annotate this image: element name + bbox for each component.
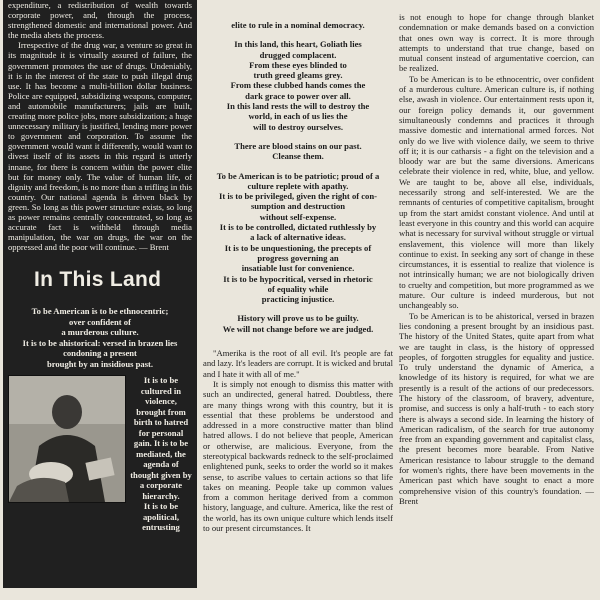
poem-line: condoning a present bbox=[63, 348, 137, 359]
left-column bbox=[3, 0, 197, 588]
poem-line: dark grace to power over all. bbox=[245, 90, 351, 101]
poem-line: It is to be controlled, dictated ruthlessly by bbox=[219, 222, 377, 233]
poem-line: From these clubbed hands comes the bbox=[230, 80, 366, 91]
poem-line: over confident of bbox=[69, 316, 131, 327]
paragraph: To be American is to be ethnocentric, over confident of a murderous culture. American culture is, if nothing else, awash in violence. Our entertainment rests upon it, our foreign policy demands it, our government simultaneously condemns and practices it through massive domestic and international armed forces. Not only do we live with violence daily, we seem to thrive off it; it is our catharsis - a fight on the television and a bloody war are but the same diversions. Americans celebrate their violence in red, white, blue, and yellow. We are taught to be, above all else, individuals, necessarily strong and self-interested. We are the remnants of centuries of competitive capitalism, brought up from the start amidst constant violence. And until at least everyone in this country and this world can acquire what is necessary for survival without struggle or virtual enslavement, this violence will more than likely continue to exist. In seeking any sort of change in these circumstances, it is essential to realize that violence is not intrinsically human; we are not biologically driven to cruelty and competition, but more programmed as we mature. Our culture is indeed murderous, but not unchangeably so. bbox=[399, 73, 594, 311]
poem-line: To be American is to be patriotic; proud of a bbox=[216, 170, 380, 181]
photo-caption bbox=[130, 375, 192, 533]
poem-line: drugged complacent. bbox=[259, 49, 337, 60]
poem-line: a lack of alternative ideas. bbox=[250, 232, 346, 243]
poem-line: thought given by bbox=[130, 469, 192, 480]
poem-line: practicing injustice. bbox=[261, 294, 335, 305]
poem-line: In this land rests the will to destroy the bbox=[226, 101, 370, 112]
poem-line: birth to hatred bbox=[133, 417, 189, 428]
photo-row bbox=[8, 375, 192, 533]
paragraph: is not enough to hope for change through blanket condemnation or make demands based on a conviction that ones own way is correct. It is more through attempts to understand that true change, based on mutual consent instead of argumentative coercion, can be realized. bbox=[399, 12, 594, 74]
photo bbox=[8, 375, 126, 503]
poem-line: a murderous culture. bbox=[61, 327, 139, 338]
right-column bbox=[399, 12, 594, 506]
poem-line: brought by an insidious past. bbox=[46, 358, 154, 369]
poem-line: It is to be bbox=[143, 501, 179, 512]
poem-line: It is to be hypocritical, versed in rhetoric bbox=[223, 273, 373, 284]
paragraph: Irrespective of the drug war, a venture so great in its magnitude it is virtually assured of failure, the government promotes the use of drugs. Undeniably, it is in the interest of the state to push illegal drug use. It has become a multi-billion dollar business. Police are equipped, subsidizing weapons, computer, and automobile manufacturers; jails are built, creating more police jobs, more subsidization; a huge unnecessary military is justified, lending more power to government and corporation. To assume the government would want it differently, would want to divest itself of its assets in this regard is utterly innane, for there is concern within the power elite but for money only. The value of human life, of dignity and freedom, is no more than a trifling in this country. Our national agenda is driven black by green. So long as this power structure exists, so long as power remains centrally concentrated, so long as accurate fact is withheld through media manipulation, the war on drugs, the war on the oppressed and the poor will continue. — Brent bbox=[8, 40, 192, 253]
poem-line: world, in each of us lies the bbox=[248, 111, 348, 122]
poem-line: It is to be bbox=[143, 375, 179, 386]
poem-line: brought from bbox=[136, 406, 186, 417]
poem-line: hierarchy. bbox=[142, 490, 180, 501]
poem-line: sumption and destruction bbox=[250, 201, 346, 212]
left-column-text bbox=[8, 0, 192, 252]
paragraph: It is simply not enough to dismiss this matter with such an undirected, general hatred. Doubtless, there are many things wrong with this country, but it is essential that these problems be understood and addressed in a more constructive matter than blind hatred allows. I do not believe that people, American or otherwise, are malicious. Everyone, from the stereotypical backwards redneck to the self-proclaimed enlightened punk, seeks to order the world so it makes sense, to ascribe values to certain actions so that life takes on meaning. People take up common values from a common heritage derived from a common history, language, and culture. America, like the rest of the world, has its own unique culture which lends itself to our present circumstances. It bbox=[203, 378, 393, 534]
poem-line: It is to be privileged, given the right of con- bbox=[218, 191, 377, 202]
poem-line: It is to be unquestioning, the precepts of bbox=[224, 242, 372, 253]
middle-prose bbox=[203, 348, 393, 533]
poem-line: apolitical, bbox=[142, 511, 180, 522]
section-title: In This Land bbox=[34, 268, 162, 292]
poem-line: truth greed gleams grey. bbox=[253, 70, 343, 81]
poem-line: for personal bbox=[138, 427, 184, 438]
paragraph: expenditure, a redistribution of wealth towards corporate power, and, through the process, strengthened domestic and international power. And the media abets the process. bbox=[8, 0, 192, 41]
poem-line: will to destroy ourselves. bbox=[252, 121, 344, 132]
poem-line: cultured in bbox=[140, 385, 182, 396]
paragraph: To be American is to be ahistorical, versed in brazen lies condoning a present brought by an insidious past. The history of the United States, quite apart from what we are taught in class, is the history of oppressed peoples, of forgotten struggles for equality and justice. To truly understand the dynamic of America, a knowledge of its history is required, for what we are presently is a result of the actions of our predecessors. The history of the classroom, of bravery, adventure, promise, and success is only a half-truth - to each story there is always a second side. In learning the history of American radicalism, of the search for true autonomy free from an expanding government and capitalist class, the present becomes more bearable. From Native American resistance to labour struggle to the demand for women's rights, there have been movements in the American past which have sought to enact a more comprehensive vision of this country's foundation. — Brent bbox=[399, 310, 594, 506]
poem-line: We will not change before we are judged. bbox=[222, 323, 374, 334]
poem bbox=[203, 20, 393, 334]
poem-line: entrusting bbox=[142, 522, 180, 533]
poem-line: It is to be ahistorical: versed in brazen lies bbox=[22, 337, 178, 348]
paragraph: "Amerika is the root of all evil. It's people are fat and lazy. It's leaders are corrupt. It is wicked and brutal and I hate it with all of me." bbox=[203, 348, 393, 379]
poem-line: Cleanse them. bbox=[272, 151, 324, 162]
poem-line: without self-expense. bbox=[259, 211, 337, 222]
poem-line: a corporate bbox=[139, 480, 183, 491]
photo-illustration bbox=[9, 376, 125, 502]
poem-line: elite to rule in a nominal democracy. bbox=[231, 20, 365, 30]
poem-intro bbox=[8, 306, 192, 369]
poem-line: gain. It is to be bbox=[133, 438, 189, 449]
poem-line: insatiable lust for convenience. bbox=[241, 263, 355, 274]
poem-line: progress governing an bbox=[257, 252, 339, 263]
poem-line: From these eyes blinded to bbox=[249, 59, 347, 70]
poem-line: of equality while bbox=[267, 283, 329, 294]
poem-line: History will prove us to be guilty. bbox=[237, 313, 359, 324]
middle-column bbox=[203, 20, 393, 533]
poem-line: In this land, this heart, Goliath lies bbox=[234, 39, 362, 50]
poem-line: There are blood stains on our past. bbox=[234, 140, 362, 151]
poem-line: culture replete with apathy. bbox=[247, 180, 349, 191]
poem-line: agenda of bbox=[143, 459, 179, 470]
poem-line: mediated, the bbox=[136, 448, 186, 459]
poem-line: violence, bbox=[145, 396, 177, 407]
poem-line: To be American is to be ethnocentric; bbox=[31, 306, 169, 317]
